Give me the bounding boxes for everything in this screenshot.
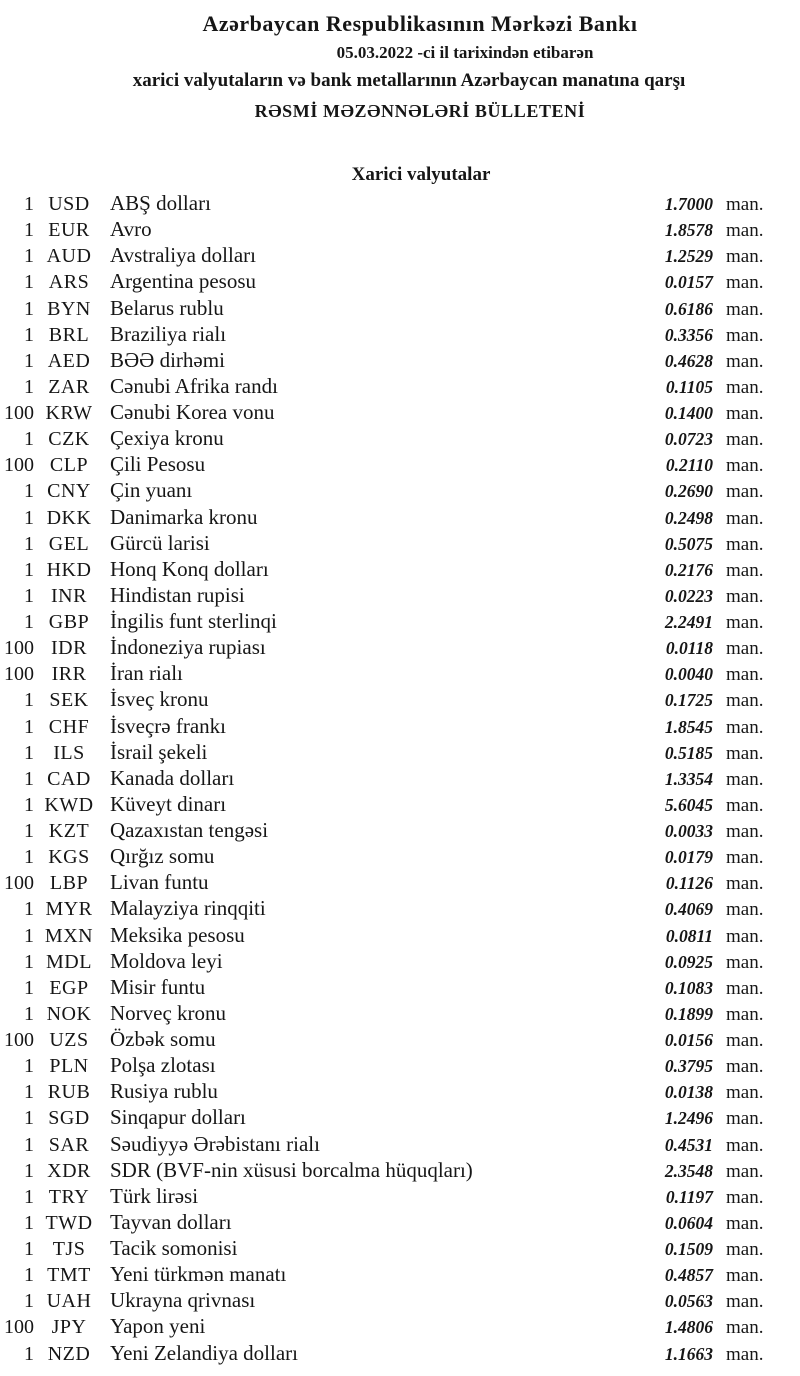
currency-quantity: 1 (24, 898, 34, 921)
currency-name: İndoneziya rupiası (110, 635, 266, 660)
currency-code: TJS (52, 1238, 86, 1260)
currency-quantity: 1 (24, 950, 34, 973)
rate-value: 1.8545 (664, 716, 713, 737)
currency-quantity: 100 (4, 402, 34, 424)
rate-unit-label: man. (726, 1186, 764, 1208)
rate-row (0, 1157, 800, 1183)
rate-row (0, 399, 800, 425)
currency-code: AED (47, 349, 91, 372)
rate-value: 0.0563 (664, 1291, 713, 1312)
rate-unit-label: man. (726, 1134, 764, 1156)
rate-unit-label: man. (726, 690, 764, 712)
rate-row (0, 895, 800, 921)
rate-unit-label: man. (726, 612, 764, 633)
currency-code: UZS (49, 1029, 89, 1051)
currency-quantity: 100 (4, 663, 34, 686)
currency-code: CZK (48, 428, 90, 451)
currency-code: KRW (45, 402, 93, 424)
currency-quantity: 1 (24, 375, 34, 398)
rate-value: 1.4806 (664, 1317, 713, 1338)
currency-name: Çexiya kronu (110, 426, 224, 451)
currency-name: Qazaxıstan tengəsi (110, 818, 269, 842)
rate-row (0, 373, 800, 399)
currency-name: Qırğız somu (110, 844, 215, 869)
currency-code: XDR (47, 1159, 91, 1182)
currency-code: PLN (49, 1055, 89, 1078)
currency-name: Misir funtu (110, 974, 206, 999)
rate-row (0, 1026, 800, 1052)
currency-code: NOK (46, 1002, 92, 1025)
rate-value: 0.0156 (664, 1030, 713, 1050)
rate-row (0, 242, 800, 268)
currency-quantity: 100 (4, 1316, 34, 1339)
rate-unit-label: man. (726, 821, 764, 842)
currency-name: SDR (BVF-nin xüsusi borcalma hüquqları) (110, 1157, 473, 1182)
rate-row (0, 791, 800, 817)
effective-date-line: 05.03.2022 -ci il tarixindən etibarən (336, 43, 594, 62)
rate-unit-label: man. (726, 951, 764, 973)
currency-name: İsveçrə frankı (110, 713, 227, 738)
subtitle-line: xarici valyutaların və bank metallarının Azərbaycan manatına qarşı (132, 70, 686, 91)
currency-quantity: 1 (24, 846, 34, 869)
currency-quantity: 100 (4, 637, 34, 660)
rate-row (0, 321, 800, 347)
rate-unit-label: man. (726, 638, 764, 660)
currency-name: Braziliya rialı (110, 321, 227, 346)
currency-code: GEL (48, 532, 90, 555)
rate-unit-label: man. (726, 899, 764, 921)
currency-name: Çin yuanı (110, 478, 193, 503)
rate-unit-label: man. (726, 1239, 764, 1260)
rate-row (0, 216, 800, 242)
rate-value: 0.3795 (664, 1056, 713, 1077)
rate-row (0, 869, 800, 895)
rate-value: 0.4069 (664, 899, 713, 920)
currency-code: HKD (46, 558, 92, 581)
currency-name: Gürcü larisi (110, 530, 210, 555)
section-title-foreign-currencies: Xarici valyutalar (351, 164, 491, 185)
currency-name: Avstraliya dolları (110, 243, 256, 268)
rate-value: 1.2496 (664, 1108, 713, 1129)
currency-code: TMT (47, 1264, 91, 1287)
currency-code: KGS (48, 846, 90, 869)
rate-value: 0.0723 (664, 429, 713, 450)
rate-unit-label: man. (726, 716, 764, 738)
rate-value: 0.2176 (664, 559, 713, 580)
rate-unit-label: man. (726, 664, 764, 686)
rate-unit-label: man. (726, 794, 764, 816)
currency-quantity: 1 (24, 584, 34, 607)
currency-quantity: 1 (24, 741, 34, 764)
rate-row (0, 1209, 800, 1235)
bulletin-header (0, 8, 800, 126)
currency-name: Türk lirəsi (110, 1183, 199, 1208)
rate-unit-label: man. (726, 585, 764, 607)
rate-value: 0.0118 (665, 638, 713, 659)
rate-unit-label: man. (726, 559, 764, 581)
rate-row (0, 686, 800, 712)
currency-code: SEK (49, 689, 89, 712)
currency-code: USD (48, 193, 90, 215)
currency-code: RUB (47, 1081, 91, 1104)
rate-row (0, 1183, 800, 1209)
rate-row (0, 974, 800, 1000)
currency-name: Meksika pesosu (110, 922, 245, 947)
rate-row (0, 843, 800, 869)
rate-row (0, 660, 800, 686)
currency-code: MDL (46, 950, 92, 973)
rate-value: 0.2690 (664, 481, 713, 502)
currency-name: Hindistan rupisi (110, 582, 245, 607)
currency-quantity: 1 (24, 1290, 34, 1313)
rate-value: 0.0223 (664, 585, 713, 606)
rate-unit-label: man. (726, 768, 764, 790)
currency-name: Özbək somu (110, 1027, 216, 1051)
currency-quantity: 1 (24, 193, 34, 215)
rate-value: 0.0157 (664, 272, 713, 293)
currency-quantity: 1 (24, 715, 34, 738)
rate-unit-label: man. (726, 1108, 764, 1130)
currency-name: Kanada dolları (110, 765, 235, 790)
currency-name: Malayziya rinqqiti (110, 896, 266, 921)
currency-name: İsrail şekeli (110, 739, 208, 764)
currency-code: ZAR (48, 375, 90, 398)
rate-value: 0.1725 (664, 690, 713, 711)
rate-value: 0.1126 (665, 873, 713, 894)
currency-quantity: 1 (24, 1264, 34, 1287)
currency-code: BYN (47, 297, 91, 320)
rate-row (0, 948, 800, 974)
currency-quantity: 1 (24, 558, 34, 581)
rate-row (0, 634, 800, 660)
currency-name: Tayvan dolları (110, 1209, 232, 1234)
currency-name: ABŞ dolları (110, 191, 211, 215)
currency-name: Çili Pesosu (110, 452, 206, 477)
rate-row (0, 1340, 800, 1366)
rate-unit-label: man. (726, 455, 764, 477)
currency-quantity: 1 (24, 1133, 34, 1156)
rate-row (0, 713, 800, 739)
currency-name: Belarus rublu (110, 295, 224, 320)
currency-quantity: 1 (24, 1238, 34, 1260)
bulletin-title: RƏSMİ MƏZƏNNƏLƏRİ BÜLLETENİ (254, 101, 586, 121)
rate-unit-label: man. (726, 246, 764, 268)
rate-value: 0.0925 (664, 951, 713, 972)
currency-name: Moldova leyi (110, 948, 223, 973)
currency-quantity: 1 (24, 1002, 34, 1025)
rate-unit-label: man. (726, 1056, 764, 1078)
currency-name: İran rialı (110, 661, 183, 686)
rate-value: 0.1400 (664, 403, 713, 423)
rate-value: 0.1899 (664, 1003, 713, 1024)
rate-value: 0.4628 (664, 350, 713, 371)
rate-row (0, 477, 800, 503)
currency-name: Ukrayna qrivnası (110, 1288, 256, 1313)
rate-unit-label: man. (726, 925, 764, 947)
currency-code: CHF (48, 715, 90, 738)
rate-unit-label: man. (726, 1030, 764, 1051)
currency-quantity: 1 (24, 428, 34, 451)
rate-row (0, 504, 800, 530)
rate-unit-label: man. (726, 742, 764, 764)
rate-unit-label: man. (726, 350, 764, 372)
rate-row (0, 556, 800, 582)
currency-code: GBP (48, 611, 90, 633)
currency-name: Cənubi Korea vonu (110, 400, 275, 424)
rate-row (0, 1000, 800, 1026)
currency-code: JPY (51, 1316, 87, 1339)
currency-quantity: 1 (24, 1185, 34, 1208)
currency-name: Yeni türkmən manatı (110, 1262, 287, 1287)
currency-quantity: 1 (24, 1211, 34, 1234)
currency-quantity: 1 (24, 1081, 34, 1104)
rate-value: 1.7000 (664, 194, 713, 214)
currency-quantity: 1 (24, 480, 34, 503)
rate-row (0, 1261, 800, 1287)
currency-name: Rusiya rublu (110, 1079, 218, 1104)
currency-code: CNY (47, 480, 91, 503)
rate-value: 0.4531 (664, 1134, 713, 1155)
rate-unit-label: man. (726, 1003, 764, 1025)
rate-row (0, 190, 800, 216)
rate-value: 0.1105 (665, 376, 713, 397)
rate-row (0, 1131, 800, 1157)
rate-value: 0.0040 (664, 664, 713, 685)
currency-name: İsveç kronu (110, 687, 209, 712)
currency-name: Avro (110, 217, 152, 242)
rate-unit-label: man. (726, 1343, 764, 1365)
rate-unit-label: man. (726, 1317, 764, 1339)
rate-value: 0.2110 (665, 455, 713, 476)
rate-row (0, 1313, 800, 1339)
rate-row (0, 608, 800, 634)
rate-value: 2.2491 (664, 612, 713, 632)
currency-quantity: 1 (24, 245, 34, 268)
currency-code: BRL (48, 323, 90, 346)
currency-quantity: 100 (4, 454, 34, 477)
currency-code: ARS (48, 271, 90, 294)
rate-row (0, 922, 800, 948)
currency-quantity: 100 (4, 872, 34, 895)
rate-row (0, 425, 800, 451)
rate-unit-label: man. (726, 1291, 764, 1313)
currency-quantity: 1 (24, 1342, 34, 1365)
rate-row (0, 1052, 800, 1078)
rate-value: 0.5185 (664, 742, 713, 763)
currency-name: Honq Konq dolları (110, 556, 269, 581)
currency-quantity: 1 (24, 219, 34, 242)
rate-value: 5.6045 (664, 794, 713, 815)
rate-row (0, 1078, 800, 1104)
currency-name: Yeni Zelandiya dolları (110, 1340, 298, 1365)
rate-row (0, 765, 800, 791)
currency-name: Livan funtu (110, 870, 209, 895)
rate-row (0, 817, 800, 843)
currency-quantity: 1 (24, 976, 34, 999)
rate-value: 0.4857 (664, 1265, 713, 1286)
rate-unit-label: man. (726, 298, 764, 320)
rate-value: 0.0033 (664, 821, 713, 841)
rate-unit-label: man. (726, 533, 764, 555)
currency-code: IRR (51, 663, 87, 686)
currency-quantity: 1 (24, 689, 34, 712)
currency-code: EGP (49, 976, 89, 999)
currency-name: Polşa zlotası (110, 1053, 216, 1078)
rate-value: 1.2529 (664, 246, 713, 267)
currency-quantity: 1 (24, 506, 34, 529)
currency-quantity: 1 (24, 611, 34, 633)
currency-code: CLP (49, 454, 89, 477)
currency-quantity: 1 (24, 297, 34, 320)
rate-row (0, 1287, 800, 1313)
rate-unit-label: man. (726, 376, 764, 398)
currency-code: ILS (53, 741, 85, 764)
currency-code: AUD (46, 245, 92, 268)
rate-value: 0.3356 (664, 324, 713, 345)
currency-name: İngilis funt sterlinqi (110, 609, 277, 633)
currency-quantity: 1 (24, 820, 34, 842)
rate-unit-label: man. (726, 220, 764, 242)
rate-unit-label: man. (726, 429, 764, 451)
rate-row (0, 451, 800, 477)
currency-quantity: 1 (24, 1107, 34, 1130)
rates-table (0, 190, 800, 1366)
rate-value: 0.0811 (665, 925, 713, 946)
currency-code: KZT (48, 820, 90, 842)
rate-value: 0.1509 (664, 1239, 713, 1259)
rate-unit-label: man. (726, 507, 764, 529)
rate-value: 1.3354 (664, 768, 713, 789)
currency-code: TWD (45, 1211, 93, 1234)
currency-code: INR (51, 584, 87, 607)
currency-name: Yapon yeni (110, 1314, 206, 1339)
rate-value: 0.1083 (664, 977, 713, 998)
rate-unit-label: man. (726, 1265, 764, 1287)
currency-code: MYR (45, 898, 93, 921)
rate-row (0, 582, 800, 608)
rate-unit-label: man. (726, 847, 764, 869)
rate-row (0, 530, 800, 556)
currency-quantity: 1 (24, 793, 34, 816)
rate-unit-label: man. (726, 481, 764, 503)
currency-code: NZD (47, 1342, 91, 1365)
rate-unit-label: man. (726, 324, 764, 346)
rate-unit-label: man. (726, 977, 764, 999)
bank-title: Azərbaycan Respublikasının Mərkəzi Bankı (202, 11, 638, 36)
currency-name: BƏƏ dirhəmi (110, 347, 225, 372)
rate-row (0, 739, 800, 765)
currency-quantity: 1 (24, 924, 34, 947)
currency-name: Sinqapur dolları (110, 1105, 246, 1130)
rate-row (0, 295, 800, 321)
rate-value: 0.0604 (664, 1212, 713, 1233)
rate-unit-label: man. (726, 1212, 764, 1234)
rate-value: 1.8578 (664, 220, 713, 241)
rate-value: 0.1197 (665, 1186, 713, 1207)
rate-row (0, 347, 800, 373)
currency-code: KWD (44, 793, 94, 816)
currency-quantity: 1 (24, 1055, 34, 1078)
currency-name: Küveyt dinarı (110, 791, 227, 816)
rate-row (0, 1235, 800, 1261)
currency-code: UAH (46, 1290, 92, 1313)
rate-row (0, 1104, 800, 1130)
rate-value: 0.0138 (664, 1082, 713, 1103)
currency-quantity: 1 (24, 767, 34, 790)
currency-code: SAR (48, 1133, 90, 1156)
currency-code: MXN (44, 924, 94, 947)
rate-value: 0.2498 (664, 507, 713, 528)
currency-name: Cənubi Afrika randı (110, 373, 278, 398)
currency-code: LBP (49, 872, 89, 895)
currency-code: EUR (48, 219, 90, 242)
currency-code: SGD (48, 1107, 90, 1130)
rate-unit-label: man. (726, 403, 764, 424)
currency-code: IDR (51, 637, 87, 660)
rate-value: 1.1663 (664, 1343, 713, 1364)
currency-code: CAD (47, 767, 91, 790)
rate-unit-label: man. (726, 1160, 764, 1182)
currency-name: Səudiyyə Ərəbistanı rialı (110, 1131, 320, 1156)
currency-name: Argentina pesosu (110, 269, 257, 294)
currency-quantity: 1 (24, 323, 34, 346)
rate-value: 0.6186 (664, 298, 713, 319)
rate-value: 0.0179 (664, 847, 713, 868)
currency-quantity: 1 (24, 349, 34, 372)
rate-unit-label: man. (726, 1082, 764, 1104)
currency-name: Tacik somonisi (110, 1236, 238, 1260)
rate-value: 0.5075 (664, 533, 713, 554)
rate-unit-label: man. (726, 873, 764, 895)
currency-code: DKK (46, 506, 92, 529)
rate-unit-label: man. (726, 272, 764, 294)
currency-name: Danimarka kronu (110, 504, 258, 529)
currency-quantity: 1 (24, 532, 34, 555)
rate-unit-label: man. (726, 194, 764, 215)
currency-quantity: 100 (4, 1029, 34, 1051)
currency-quantity: 1 (24, 271, 34, 294)
rate-value: 2.3548 (664, 1160, 713, 1181)
rate-row (0, 268, 800, 294)
currency-code: TRY (48, 1185, 90, 1208)
currency-name: Norveç kronu (110, 1000, 227, 1025)
currency-quantity: 1 (24, 1159, 34, 1182)
